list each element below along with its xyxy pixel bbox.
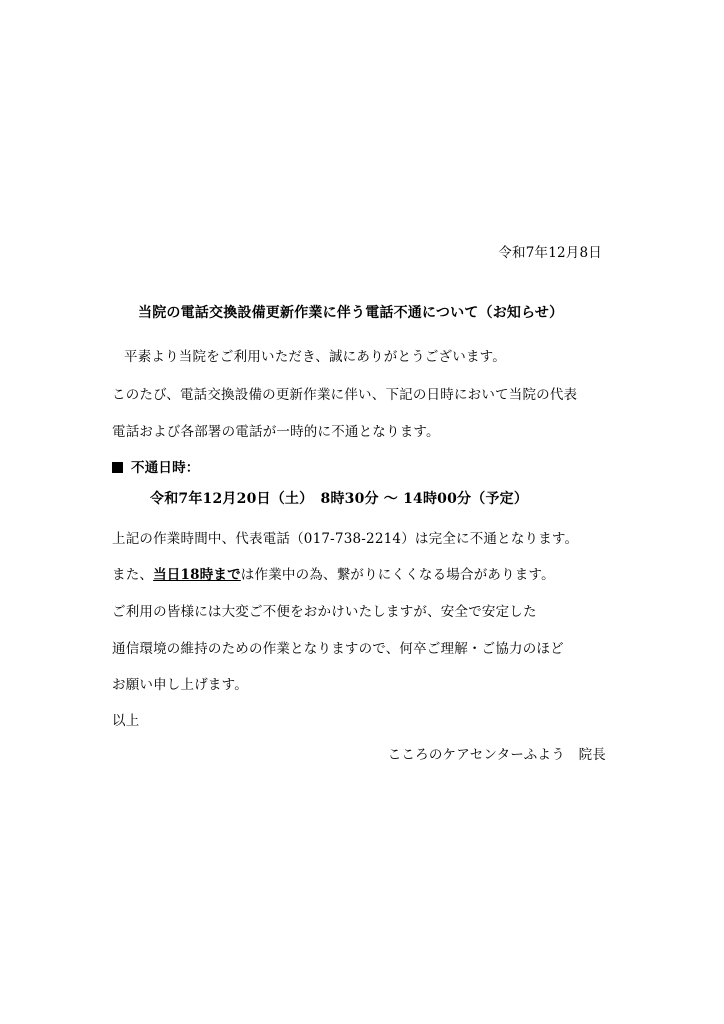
notice-date: 令和7年12月8日 <box>498 245 602 261</box>
signature: こころのケアセンターふよう 院長 <box>387 747 606 763</box>
detail-line-2-prefix: また、 <box>112 567 154 583</box>
square-bullet-icon <box>112 462 123 473</box>
detail-line-2-suffix: は作業中の為、繋がりにくくなる場合があります。 <box>240 567 555 583</box>
emphasis-time: 当日18時まで <box>153 567 241 583</box>
detail-text-line-1: 上記の作業時間中、代表電話（017-738-2214）は完全に不通となります。 <box>112 531 579 547</box>
apology-text-line-3: お願い申し上げます。 <box>112 677 248 693</box>
outage-schedule: 令和7年12月20日（土） 8時30分 ～ 14時00分（予定） <box>150 491 529 507</box>
outage-heading-label: 不通日時： <box>131 460 200 476</box>
closing-text: 以上 <box>112 713 140 729</box>
apology-text-line-1: ご利用の皆様には大変ご不便をおかけいたしますが、安全で安定した <box>112 604 537 620</box>
body-text-line-2: 電話および各部署の電話が一時的に不通となります。 <box>112 424 440 440</box>
notice-title: 当院の電話交換設備更新作業に伴う電話不通について（お知らせ） <box>138 305 564 321</box>
apology-text-line-2: 通信環境の維持のための作業となりますので、何卒ご理解・ご協力のほど <box>112 641 564 657</box>
detail-text-line-2 <box>112 566 555 584</box>
outage-heading <box>112 459 200 477</box>
body-text-line-1: このたび、電話交換設備の更新作業に伴い、下記の日時において当院の代表 <box>112 387 578 403</box>
greeting-text: 平素より当院をご利用いただき、誠にありがとうございます。 <box>124 349 506 365</box>
